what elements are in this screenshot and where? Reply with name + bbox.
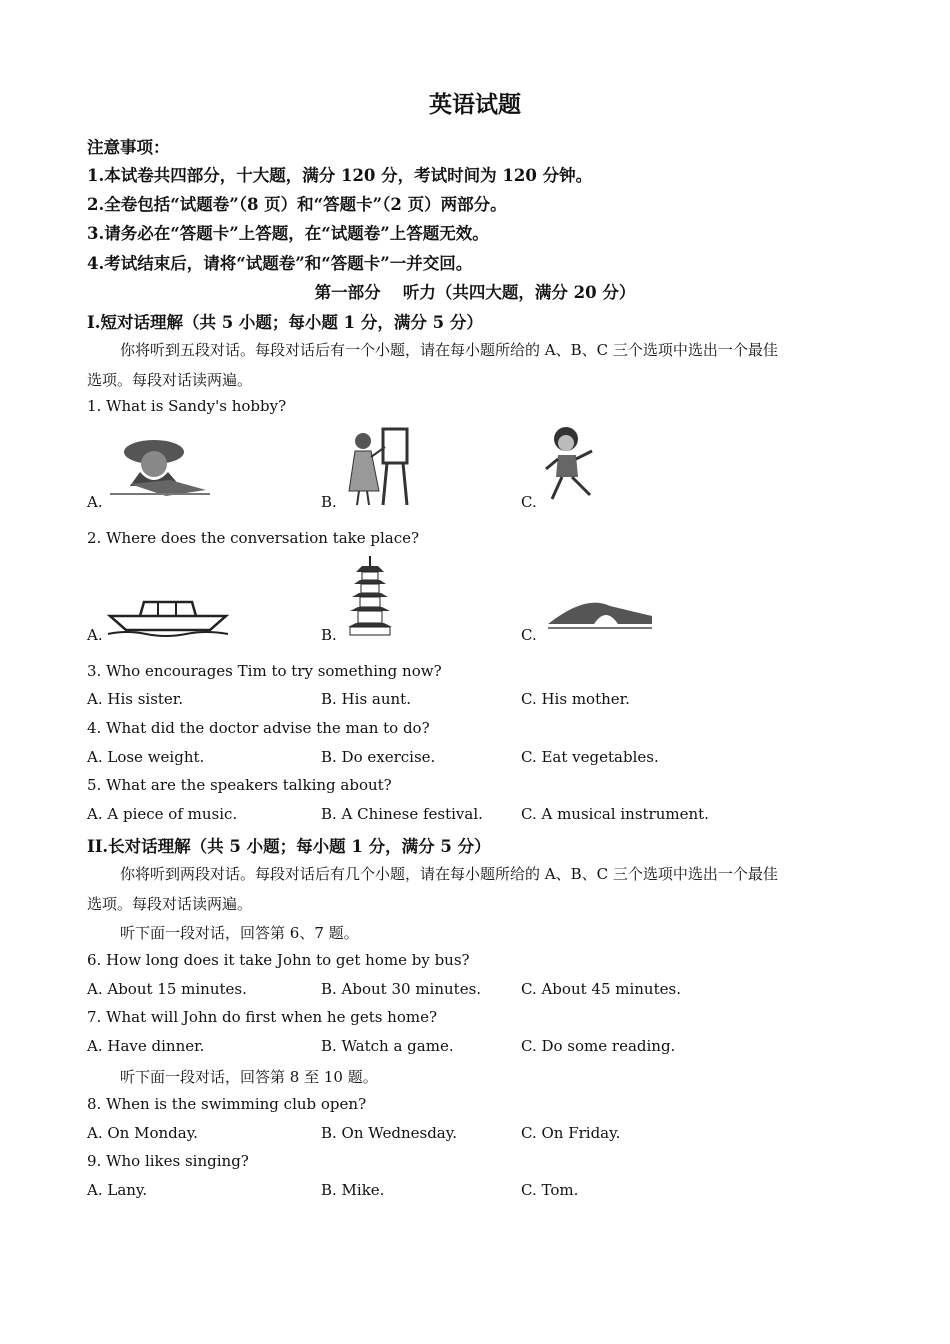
running-boy-picture	[540, 425, 602, 505]
option-b: B.	[321, 626, 337, 644]
option-c: C. About 45 minutes.	[521, 980, 681, 998]
question-stem: 6. How long does it take John to get home by bus?	[87, 951, 470, 969]
question-stem: 2. Where does the conversation take place?	[87, 529, 420, 547]
option-b: B. On Wednesday.	[321, 1124, 457, 1142]
option-c: C. Do some reading.	[521, 1037, 676, 1055]
option-c: C. Tom.	[521, 1181, 579, 1199]
option-b: B. Mike.	[321, 1181, 385, 1199]
notice-heading: 注意事项：	[87, 138, 170, 157]
question-stem: 1. What is Sandy's hobby?	[87, 397, 287, 415]
option-b: B. Do exercise.	[321, 748, 436, 766]
option-a: A. On Monday.	[87, 1124, 198, 1142]
option-c: C. A musical instrument.	[521, 805, 709, 823]
option-a: A. A piece of music.	[87, 805, 238, 823]
instructions: 选项。每段对话读两遍。	[87, 371, 253, 389]
section-heading: II.长对话理解（共 5 小题；每小题 1 分，满分 5 分）	[87, 837, 491, 856]
option-a: A.	[87, 626, 103, 644]
section-heading: I.短对话理解（共 5 小题；每小题 1 分，满分 5 分）	[87, 313, 483, 332]
option-c: C. On Friday.	[521, 1124, 621, 1142]
reading-girl-picture	[110, 432, 210, 502]
question-stem: 4. What did the doctor advise the man to do?	[87, 719, 430, 737]
option-a: A.	[87, 493, 103, 511]
question-stem: 8. When is the swimming club open?	[87, 1095, 367, 1113]
option-b: B. Watch a game.	[321, 1037, 454, 1055]
option-c: C.	[521, 626, 537, 644]
question-stem: 9. Who likes singing?	[87, 1152, 249, 1170]
notice-item: 3.请务必在“答题卡”上答题，在“试题卷”上答题无效。	[87, 224, 489, 243]
notice-item: 2.全卷包括“试题卷”（8 页）和“答题卡”（2 页）两部分。	[87, 195, 507, 214]
part-heading: 第一部分 听力（共四大题，满分 20 分）	[314, 283, 636, 302]
option-a: A. Lany.	[87, 1181, 148, 1199]
option-c: C. His mother.	[521, 690, 630, 708]
option-a: A. Have dinner.	[87, 1037, 205, 1055]
instructions: 选项。每段对话读两遍。	[87, 895, 253, 913]
pagoda-picture	[344, 554, 396, 638]
boat-picture	[106, 594, 230, 638]
option-a: A. About 15 minutes.	[87, 980, 247, 998]
listen-note: 听下面一段对话，回答第 6、7 题。	[120, 924, 359, 942]
question-stem: 3. Who encourages Tim to try something now?	[87, 662, 442, 680]
option-a: A. His sister.	[87, 690, 184, 708]
option-b: B. A Chinese festival.	[321, 805, 483, 823]
question-stem: 7. What will John do first when he gets home?	[87, 1008, 438, 1026]
page-title: 英语试题	[429, 91, 521, 118]
option-a: A. Lose weight.	[87, 748, 205, 766]
instructions: 你将听到五段对话。每段对话后有一个小题，请在每小题所给的 A、B、C 三个选项中选出一个最佳	[120, 341, 778, 359]
option-b: B. His aunt.	[321, 690, 411, 708]
notice-item: 1.本试卷共四部分，十大题，满分 120 分，考试时间为 120 分钟。	[87, 166, 593, 185]
option-c: C.	[521, 493, 537, 511]
instructions: 你将听到两段对话。每段对话后有几个小题，请在每小题所给的 A、B、C 三个选项中选出一个最佳	[120, 865, 778, 883]
bridge-picture	[546, 594, 654, 634]
option-b: B. About 30 minutes.	[321, 980, 482, 998]
option-b: B.	[321, 493, 337, 511]
listen-note: 听下面一段对话，回答第 8 至 10 题。	[120, 1068, 378, 1086]
option-c: C. Eat vegetables.	[521, 748, 659, 766]
painting-girl-picture	[343, 425, 413, 507]
question-stem: 5. What are the speakers talking about?	[87, 776, 392, 794]
notice-item: 4.考试结束后，请将“试题卷”和“答题卡”一并交回。	[87, 254, 473, 273]
